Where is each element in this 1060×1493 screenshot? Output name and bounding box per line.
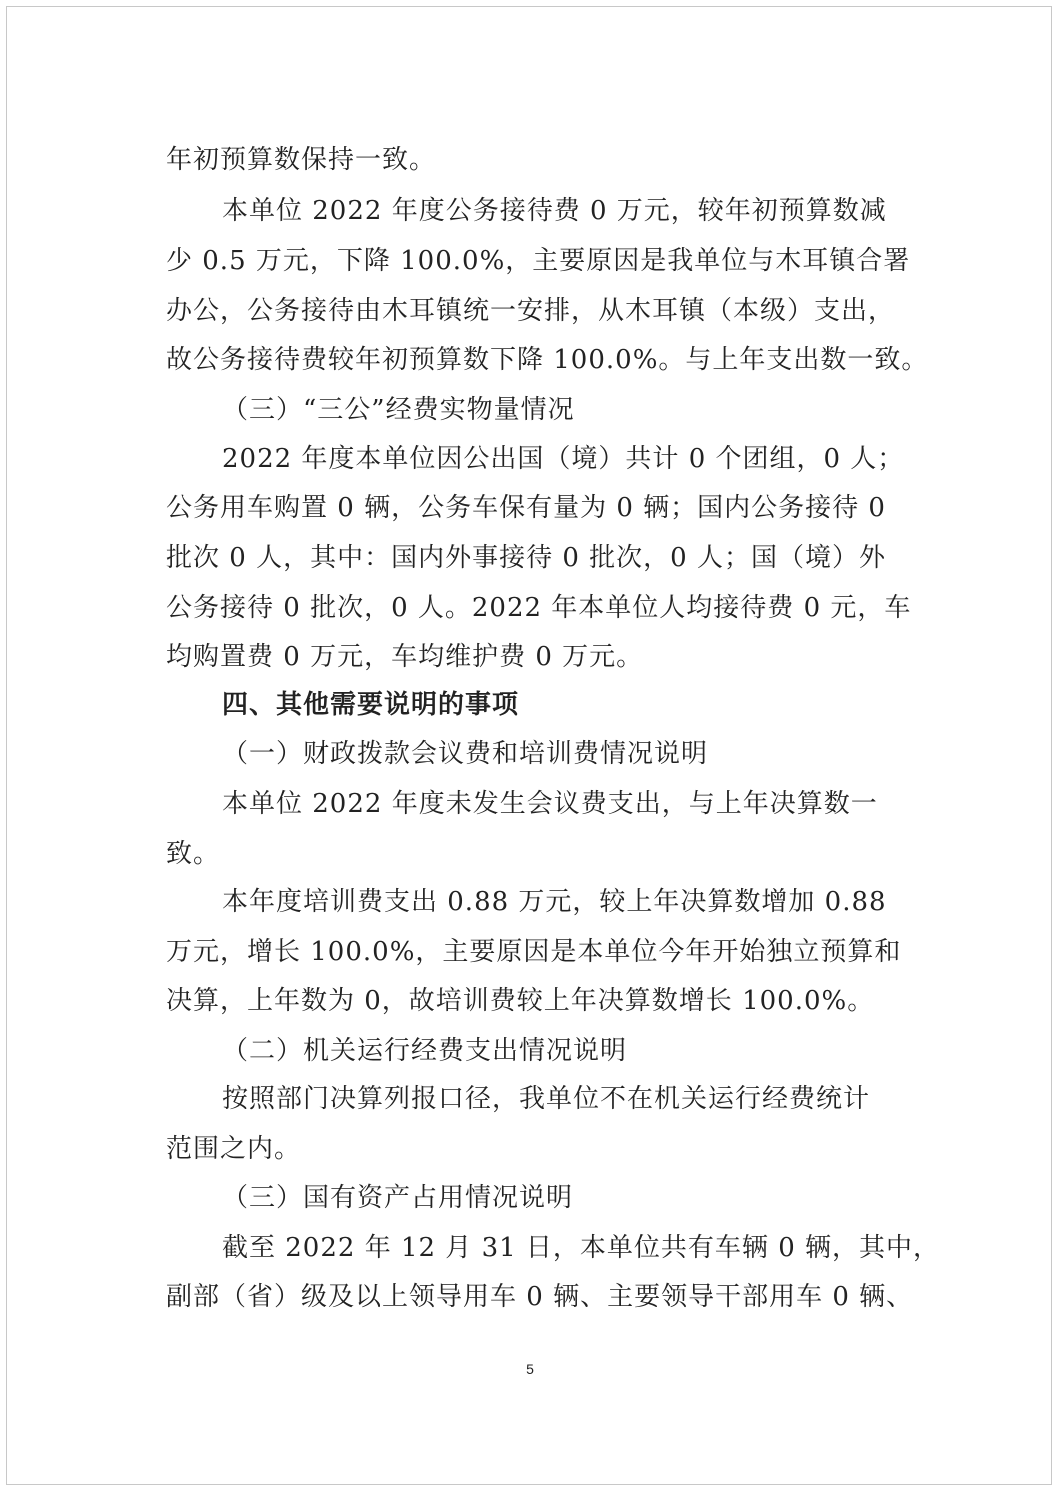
text-line: 均购置费 0 万元，车均维护费 0 万元。 [166,642,644,672]
subsection-heading: （三）国有资产占用情况说明 [222,1183,574,1213]
text-line: 决算，上年数为 0，故培训费较上年决算数增长 100.0%。 [166,986,875,1016]
text-line: 故公务接待费较年初预算数下降 100.0%。与上年支出数一致。 [166,345,929,375]
text-line: 本单位 2022 年度公务接待费 0 万元，较年初预算数减 [222,196,887,226]
text-line: 公务用车购置 0 辆，公务车保有量为 0 辆；国内公务接待 0 [166,493,886,523]
section-heading: 四、其他需要说明的事项 [222,690,520,720]
page-number: 5 [526,1361,534,1377]
text-line: 少 0.5 万元，下降 100.0%，主要原因是我单位与木耳镇合署 [166,246,911,276]
text-line: 按照部门决算列报口径，我单位不在机关运行经费统计 [222,1084,871,1114]
text-line: 公务接待 0 批次，0 人。2022 年本单位人均接待费 0 元，车 [166,593,912,623]
text-line: 办公，公务接待由木耳镇统一安排，从木耳镇（本级）支出， [166,296,896,326]
text-line: 致。 [166,839,221,869]
text-line: 本单位 2022 年度未发生会议费支出，与上年决算数一 [222,789,878,819]
text-line: 截至 2022 年 12 月 31 日，本单位共有车辆 0 辆，其中， [222,1233,940,1263]
subsection-heading: （一）财政拨款会议费和培训费情况说明 [222,739,709,769]
text-line: 批次 0 人，其中：国内外事接待 0 批次，0 人；国（境）外 [166,543,886,573]
subsection-heading: （三）“三公”经费实物量情况 [222,395,575,425]
text-line: 本年度培训费支出 0.88 万元，较上年决算数增加 0.88 [222,887,887,917]
text-line: 年初预算数保持一致。 [166,145,437,175]
subsection-heading: （二）机关运行经费支出情况说明 [222,1036,628,1066]
text-line: 范围之内。 [166,1134,302,1164]
text-line: 万元，增长 100.0%，主要原因是本单位今年开始独立预算和 [166,937,902,967]
text-line: 副部（省）级及以上领导用车 0 辆、主要领导干部用车 0 辆、 [166,1282,914,1312]
text-line: 2022 年度本单位因公出国（境）共计 0 个团组，0 人； [222,444,905,474]
